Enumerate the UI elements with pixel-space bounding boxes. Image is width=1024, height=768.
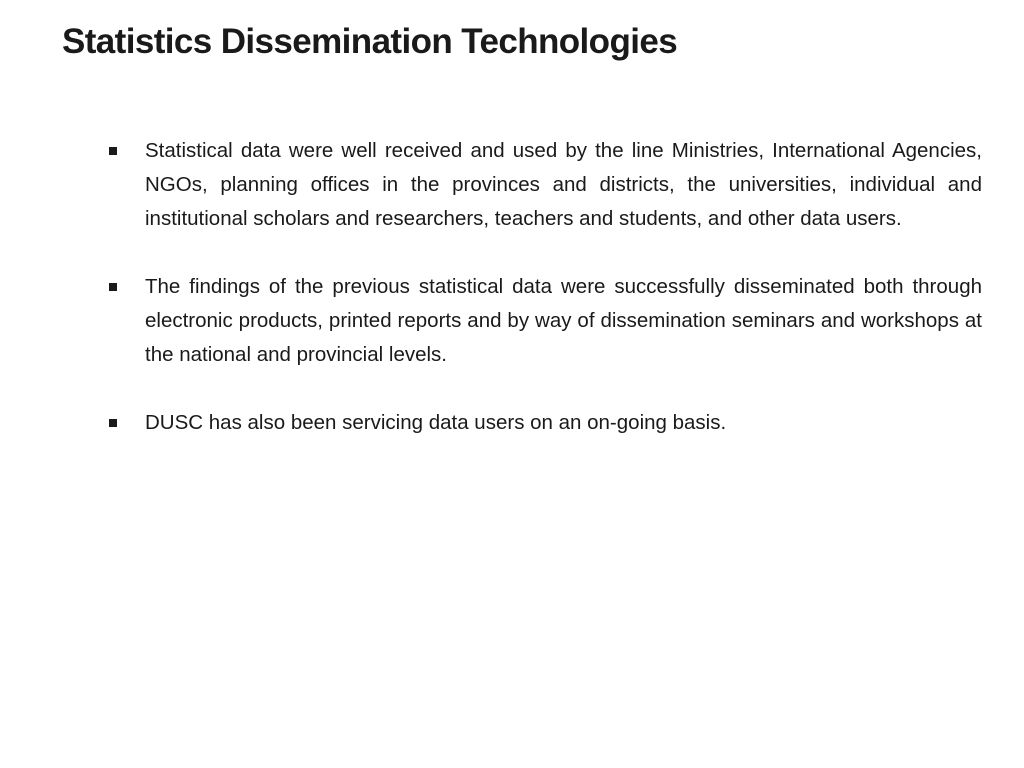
square-bullet-icon xyxy=(109,147,117,155)
bullet-text: The findings of the previous statistical data were successfully disseminated both through electronic products, printed reports and by way of dissemination seminars and workshops at the national and provincial levels. xyxy=(145,275,982,366)
slide-title: Statistics Dissemination Technologies xyxy=(62,22,678,61)
bullet-text: DUSC has also been servicing data users on an on-going basis. xyxy=(145,411,727,434)
bullet-list xyxy=(100,134,982,474)
bullet-item xyxy=(100,270,982,372)
bullet-text: Statistical data were well received and used by the line Ministries, International Agencies, NGOs, planning offices in the provinces and districts, the universities, individual and institutional scholars and researchers, teachers and students, and other data users. xyxy=(145,139,982,230)
bullet-item xyxy=(100,406,982,440)
square-bullet-icon xyxy=(109,419,117,427)
bullet-item xyxy=(100,134,982,236)
square-bullet-icon xyxy=(109,283,117,291)
